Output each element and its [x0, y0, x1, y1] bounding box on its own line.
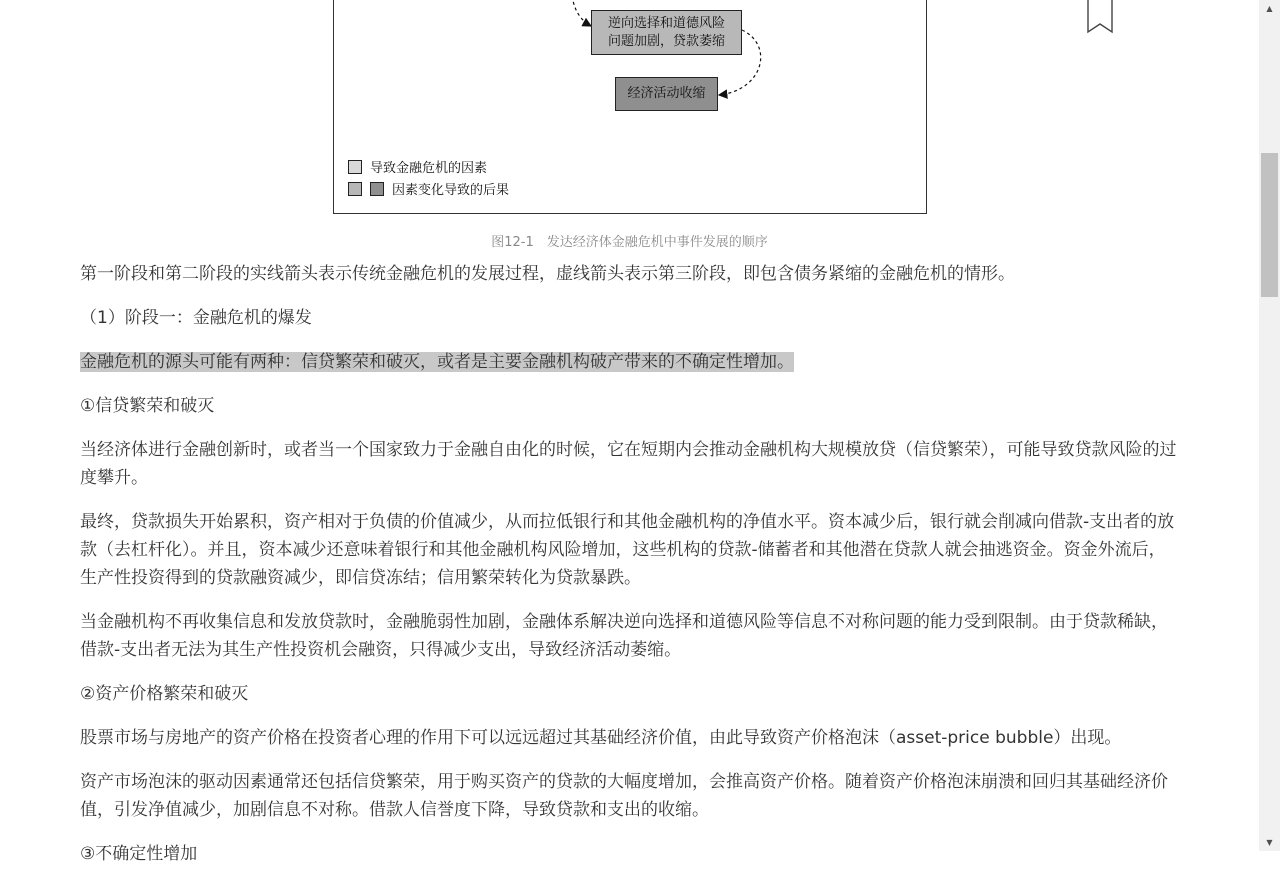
- paragraph: 资产市场泡沫的驱动因素通常还包括信贷繁荣，用于购买资产的贷款的大幅度增加，会推高资产价格。随着资产价格泡沫崩溃和回归其基础经济价值，引发净值减少，加剧信息不对称。借款人信誉度下降，导致贷款和支出的收缩。: [80, 772, 1168, 820]
- paragraph: 股票市场与房地产的资产价格在投资者心理的作用下可以远远超过其基础经济价值，由此导致资产价格泡沫（asset-price bubble）出现。: [80, 728, 1122, 748]
- scrollbar-thumb[interactable]: [1261, 153, 1278, 297]
- subheading-credit-boom: ①信贷繁荣和破灭: [80, 396, 215, 416]
- paragraph: 当经济体进行金融创新时，或者当一个国家致力于金融自由化的时候，它在短期内会推动金融机构大规模放贷（信贷繁荣），可能导致贷款风险的过度攀升。: [80, 440, 1177, 488]
- figure-diagram: [333, 0, 927, 214]
- chevron-up-icon[interactable]: ▲: [1266, 4, 1273, 13]
- article-body: [80, 260, 1180, 884]
- legend-consequences-label: 因素变化导致的后果: [392, 183, 510, 198]
- paragraph: 第一阶段和第二阶段的实线箭头表示传统金融危机的发展过程，虚线箭头表示第三阶段，即包含债务紧缩的金融危机的情形。: [80, 264, 1015, 284]
- paragraph: 当金融机构不再收集信息和发放贷款时，金融脆弱性加剧，金融体系解决逆向选择和道德风险等信息不对称问题的能力受到限制。由于贷款稀缺，借款-支出者无法为其生产性投资机会融资，只得减少支出，导致经济活动萎缩。: [80, 612, 1168, 660]
- section-heading-stage-one: （1）阶段一：金融危机的爆发: [80, 308, 312, 328]
- economic-contraction-box: 经济活动收缩: [615, 77, 718, 111]
- chevron-down-icon[interactable]: ▼: [1266, 838, 1273, 847]
- vertical-scrollbar[interactable]: [1259, 0, 1280, 851]
- legend-swatch-factor: [348, 160, 362, 174]
- bookmark-icon[interactable]: [1087, 0, 1113, 34]
- subheading-uncertainty: ③不确定性增加: [80, 844, 198, 864]
- adverse-box-line1: 逆向选择和道德风险: [607, 16, 725, 31]
- highlighted-text[interactable]: 金融危机的源头可能有两种：信贷繁荣和破灭，或者是主要金融机构破产带来的不确定性增加。: [80, 352, 794, 372]
- paragraph-highlighted[interactable]: [80, 348, 1180, 376]
- paragraph: 最终，贷款损失开始累积，资产相对于负债的价值减少，从而拉低银行和其他金融机构的净值水平。资本减少后，银行就会削减向借款-支出者的放款（去杠杆化）。并且，资本减少还意味着银行和其他金融机构风险增加，这些机构的贷款-储蓄者和其他潜在贷款人就会抽逃资金。资金外流后，生产性投资得到的贷款融资减少，即信贷冻结；信用繁荣转化为贷款暴跌。: [80, 512, 1175, 588]
- legend-swatch-consequence-dark: [370, 182, 384, 196]
- dashed-arrow-into-adverse-box: [572, 0, 591, 26]
- figure-caption: 图12-1 发达经济体金融危机中事件发展的顺序: [491, 235, 768, 250]
- adverse-box-line2: 问题加剧，贷款萎缩: [607, 34, 725, 49]
- legend-swatch-consequence-light: [348, 182, 362, 196]
- adverse-selection-box: [591, 10, 742, 55]
- subheading-asset-price-boom: ②资产价格繁荣和破灭: [80, 684, 249, 704]
- legend-factors-label: 导致金融危机的因素: [370, 161, 488, 176]
- legend-consequences: [348, 179, 509, 198]
- legend-factors: [348, 157, 487, 176]
